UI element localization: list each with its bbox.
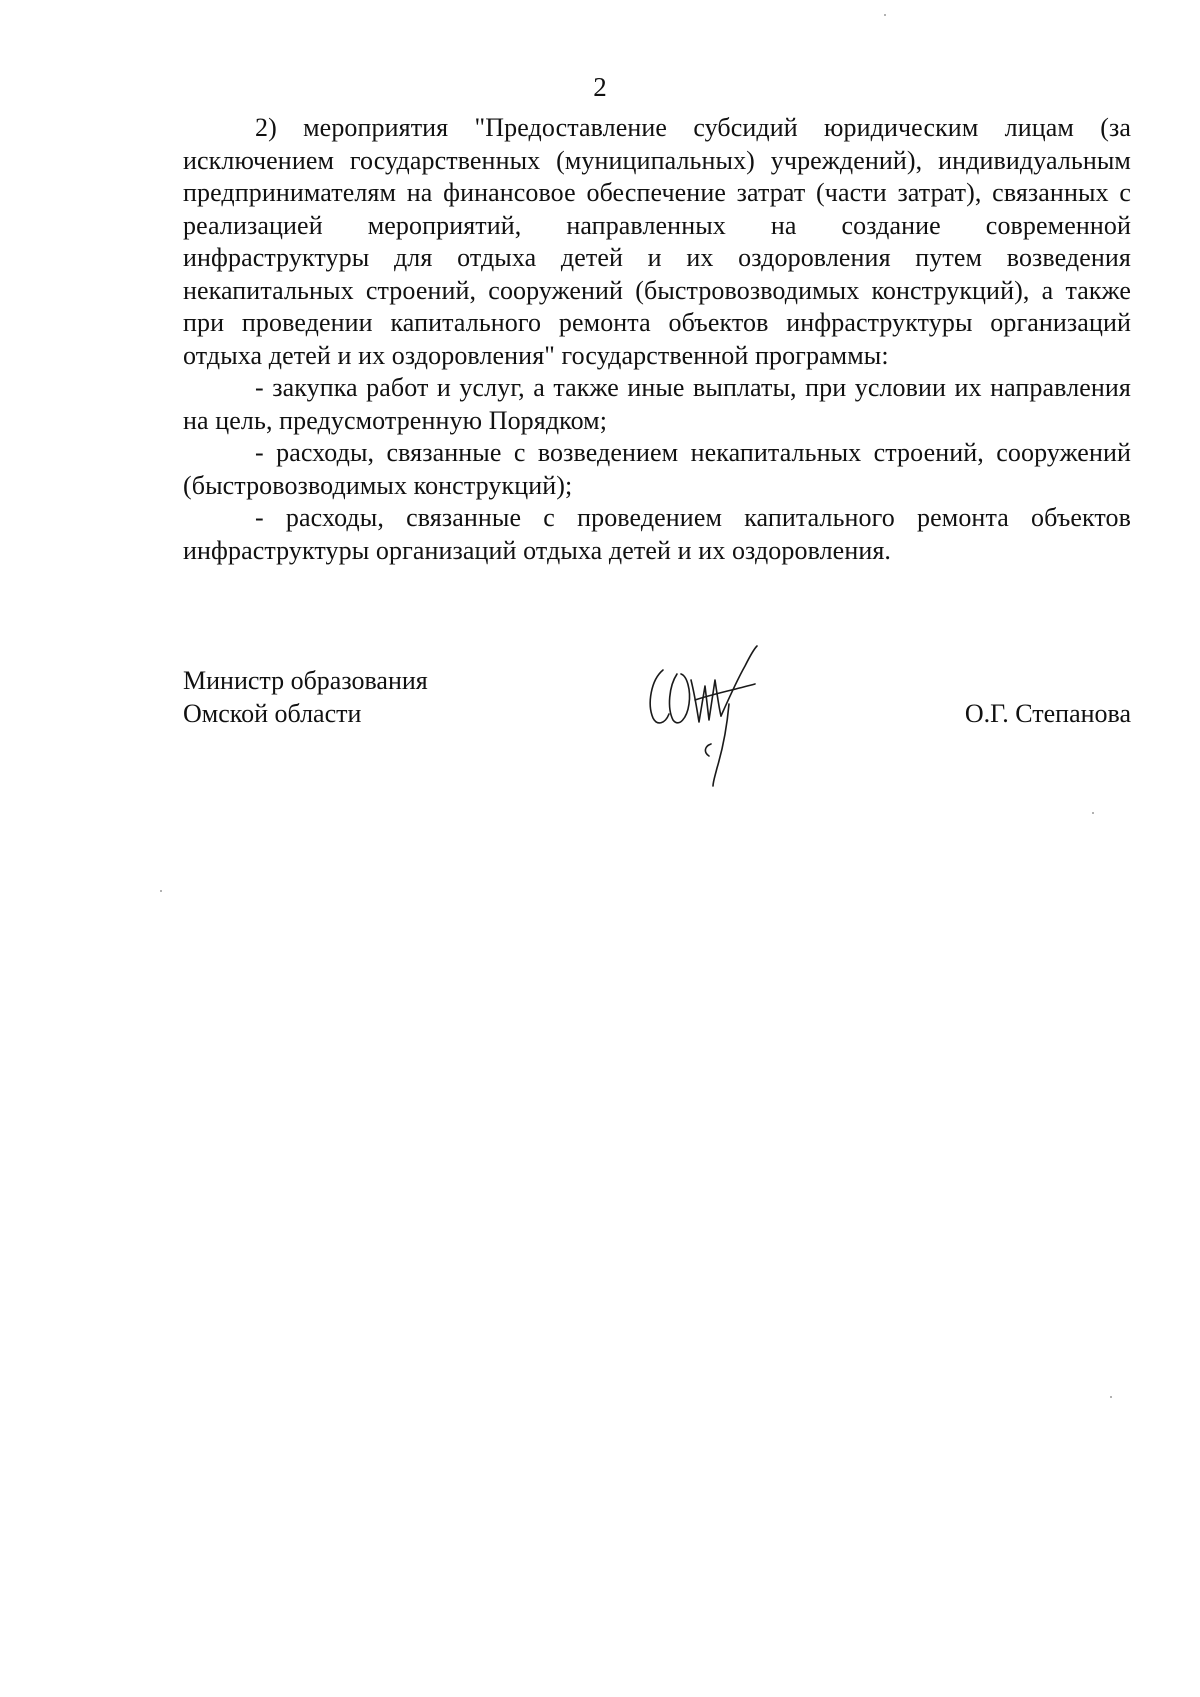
scan-artifact bbox=[1110, 1396, 1112, 1398]
paragraph-list-item-repair: - расходы, связанные с проведением капитального ремонта объектов инфраструктуры организаций отдыха детей и их оздоровления. bbox=[183, 503, 1131, 565]
scan-artifact bbox=[1092, 812, 1094, 814]
signature-block bbox=[183, 664, 1131, 794]
signatory-position-line-1: Министр образования bbox=[183, 666, 428, 695]
paragraph-list-item-purchases: - закупка работ и услуг, а также иные выплаты, при условии их направления на цель, предусмотренную Порядком; bbox=[183, 373, 1131, 435]
scan-artifact bbox=[160, 890, 162, 892]
paragraph-event-description: 2) мероприятия "Предоставление субсидий юридическим лицам (за исключением государственных (муниципальных) учреждений), индивидуальным предпринимателям на финансовое обеспечение затрат (части затрат), связанных с реализацией мероприятий, направленных на создание современной инфраструктуры для отдыха детей и их оздоровления путем возведения некапитальных строений, сооружений (быстровозводимых конструкций), а также при проведении капитального ремонта объектов инфраструктуры организаций отдыха детей и их оздоровления" государственной программы: bbox=[183, 113, 1131, 370]
signatory-position bbox=[183, 664, 428, 730]
page-number: 2 bbox=[593, 72, 607, 102]
signatory-position-line-2: Омской области bbox=[183, 699, 362, 728]
signatory-name: О.Г. Степанова bbox=[964, 699, 1131, 728]
handwritten-signature-icon bbox=[633, 640, 793, 800]
paragraph-list-item-construction: - расходы, связанные с возведением некапитальных строений, сооружений (быстровозводимых конструкций); bbox=[183, 438, 1131, 500]
scan-artifact bbox=[884, 14, 886, 16]
document-body bbox=[183, 112, 1131, 567]
